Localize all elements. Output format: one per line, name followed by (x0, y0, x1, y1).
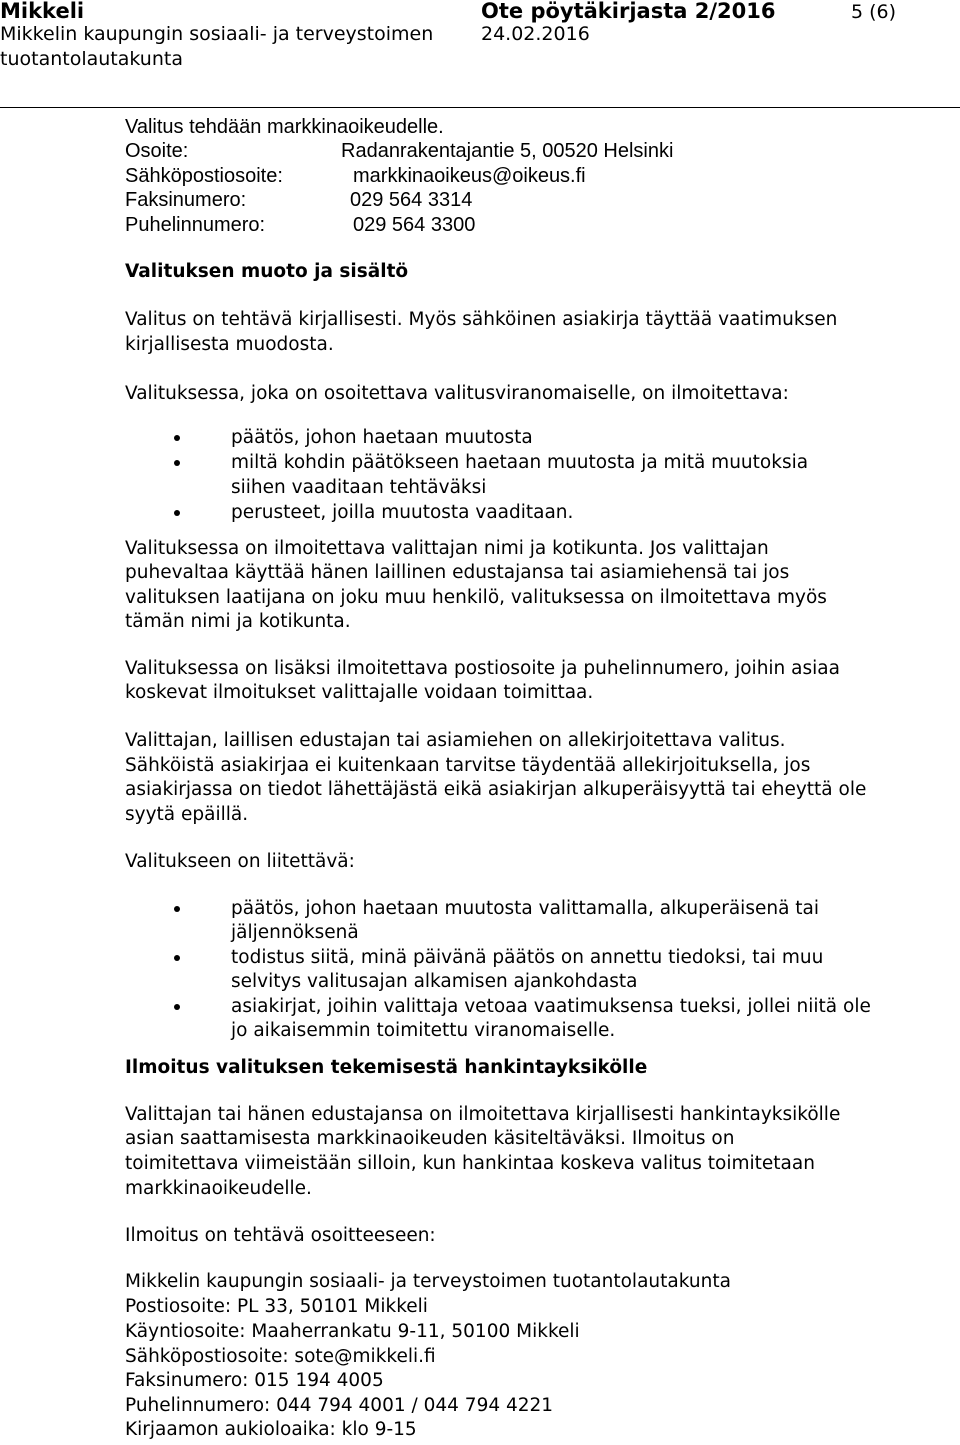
contact-line: Faksinumero: 015 194 4005 (125, 1370, 384, 1391)
list-item: miltä kohdin päätökseen haetaan muutosta ja mitä muutoksia (231, 452, 809, 473)
section-heading: Valituksen muoto ja sisältö (125, 261, 409, 282)
contact-line: Mikkelin kaupungin sosiaali- ja terveystoimen tuotantolautakunta (125, 1271, 731, 1292)
paragraph-line: Valitus on tehtävä kirjallisesti. Myös sähköinen asiakirja täyttää vaatimuksen (125, 309, 838, 330)
paragraph-line: Valituksessa on ilmoitettava valittajan nimi ja kotikunta. Jos valittajan (125, 538, 769, 559)
list-item: perusteet, joilla muutosta vaaditaan. (231, 502, 574, 523)
list-item: päätös, johon haetaan muutosta (231, 427, 533, 448)
bullet-icon (174, 1004, 180, 1010)
list-item-continuation: siihen vaaditaan tehtäväksi (231, 477, 487, 498)
list-item-continuation: jo aikaisemmin toimitettu viranomaiselle. (231, 1020, 616, 1041)
bullet-icon (174, 955, 180, 961)
org-name: Mikkeli (0, 0, 85, 23)
paragraph-line: Valituksessa, joka on osoitettava valitusviranomaiselle, on ilmoitettava: (125, 383, 789, 404)
paragraph-line: tämän nimi ja kotikunta. (125, 611, 351, 632)
phone-value: 029 564 3300 (353, 214, 476, 236)
fax-label: Faksinumero: (125, 189, 247, 211)
paragraph-line: Valittajan tai hänen edustajansa on ilmoitettava kirjallisesti hankintayksikölle (125, 1104, 841, 1125)
paragraph-line: puhevaltaa käyttää hänen laillinen edustajansa tai asiamiehensä tai jos (125, 562, 790, 583)
address-value: Radanrakentajantie 5, 00520 Helsinki (341, 140, 674, 162)
section-heading: Ilmoitus valituksen tekemisestä hankintayksikölle (125, 1057, 648, 1078)
contact-line: Kirjaamon aukioloaika: klo 9-15 (125, 1419, 417, 1440)
bullet-icon (174, 460, 180, 466)
paragraph-line: Valituksessa on lisäksi ilmoitettava postiosoite ja puhelinnumero, joihin asiaa (125, 658, 840, 679)
paragraph-line: Valitukseen on liitettävä: (125, 851, 355, 872)
appeal-intro: Valitus tehdään markkinaoikeudelle. (125, 116, 444, 138)
contact-line: Sähköpostiosoite: sote@mikkeli.fi (125, 1346, 436, 1367)
paragraph-line: asiakirjassa on tiedot lähettäjästä eikä asiakirjan alkuperäisyyttä tai eheyttä ole (125, 779, 867, 800)
list-item-continuation: selvitys valitusajan alkamisen ajankohdasta (231, 971, 638, 992)
paragraph-line: koskevat ilmoitukset valittajalle voidaan toimittaa. (125, 682, 594, 703)
paragraph-line: toimitettava viimeistään silloin, kun hankintaa koskeva valitus toimitetaan (125, 1153, 815, 1174)
email-value: markkinaoikeus@oikeus.fi (353, 165, 586, 187)
paragraph-line: Sähköistä asiakirjaa ei kuitenkaan tarvitse täydentää allekirjoituksella, jos (125, 755, 811, 776)
list-item-continuation: jäljennöksenä (231, 922, 359, 943)
bullet-icon (174, 435, 180, 441)
email-label: Sähköpostiosoite: (125, 165, 283, 187)
contact-line: Postiosoite: PL 33, 50101 Mikkeli (125, 1296, 428, 1317)
paragraph-line: kirjallisesta muodosta. (125, 334, 334, 355)
paragraph-line: Valittajan, laillisen edustajan tai asiamiehen on allekirjoitettava valitus. (125, 730, 786, 751)
org-subtitle-line1: Mikkelin kaupungin sosiaali- ja terveystoimen (0, 23, 434, 45)
page-number: 5 (6) (851, 1, 897, 23)
fax-value: 029 564 3314 (350, 189, 473, 211)
paragraph-line: valituksen laatijana on joku muu henkilö, valituksessa on ilmoitettava myös (125, 587, 827, 608)
list-item: todistus siitä, minä päivänä päätös on annettu tiedoksi, tai muu (231, 947, 824, 968)
bullet-icon (174, 906, 180, 912)
header-divider (0, 107, 960, 108)
document-title: Ote pöytäkirjasta 2/2016 (481, 0, 776, 23)
paragraph-line: Ilmoitus on tehtävä osoitteeseen: (125, 1225, 436, 1246)
phone-label: Puhelinnumero: (125, 214, 266, 236)
paragraph-line: markkinaoikeudelle. (125, 1178, 312, 1199)
address-label: Osoite: (125, 140, 189, 162)
contact-line: Puhelinnumero: 044 794 4001 / 044 794 4221 (125, 1395, 554, 1416)
org-subtitle-line2: tuotantolautakunta (0, 48, 183, 70)
contact-line: Käyntiosoite: Maaherrankatu 9-11, 50100 Mikkeli (125, 1321, 580, 1342)
list-item: päätös, johon haetaan muutosta valittamalla, alkuperäisenä tai (231, 898, 820, 919)
list-item: asiakirjat, joihin valittaja vetoaa vaatimuksensa tueksi, jollei niitä ole (231, 996, 871, 1017)
bullet-icon (174, 510, 180, 516)
paragraph-line: asian saattamisesta markkinaoikeuden käsiteltäväksi. Ilmoitus on (125, 1128, 735, 1149)
page-header (0, 0, 960, 108)
document-date: 24.02.2016 (481, 23, 590, 45)
paragraph-line: syytä epäillä. (125, 804, 249, 825)
